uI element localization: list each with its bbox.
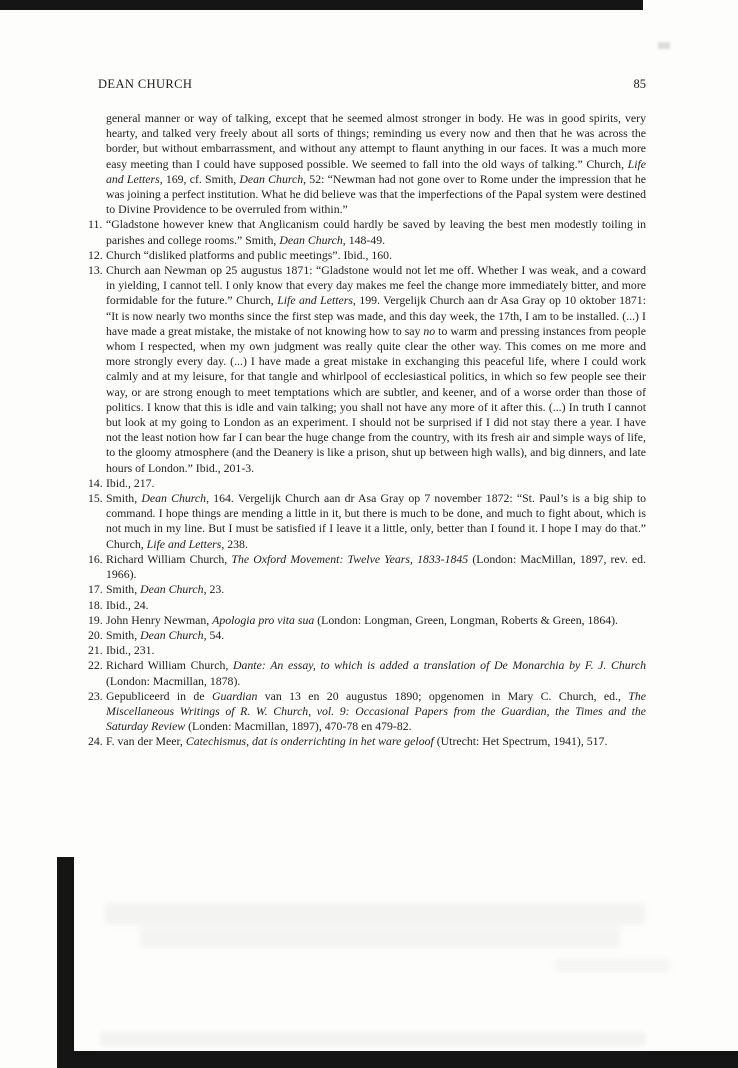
scan-artifact-bottom-bar (57, 1051, 738, 1068)
endnote-number: 11. (88, 217, 103, 232)
endnote-number (88, 111, 106, 217)
bleed-through-ghost-text (140, 928, 620, 948)
bleed-through-ghost-text (105, 903, 645, 925)
endnote-text: Ibid., 24. (106, 597, 149, 612)
endnote (88, 111, 646, 217)
endnote-number: 17. (88, 582, 103, 597)
endnote (88, 491, 646, 552)
endnote-text: Smith, Dean Church, 164. Vergelijk Church aan dr Asa Gray op 7 november 1872: “St. Paul’s is a big ship to command. I hope things are mending a little in it, but there is much to be done, and much to fight about, which is not much in my line. But I must be satisfied if I leave it a little, only, better than I found it. I hope I may do that.” Church, Life and Letters, 238. (106, 491, 646, 551)
endnote-text: Ibid., 217. (106, 475, 155, 490)
endnote-text: Smith, Dean Church, 23. (106, 582, 225, 597)
endnote-number: 23. (88, 688, 103, 703)
endnote-text: Richard William Church, Dante: An essay, to which is added a translation of De Monarchia by F. J. Church (London: Macmillan, 1878). (106, 658, 646, 688)
endnote-number: 20. (88, 627, 103, 642)
endnote (88, 598, 646, 613)
endnote-number: 19. (88, 612, 103, 627)
endnote-text: “Gladstone however knew that Anglicanism could hardly be saved by leaving the best men modestly toiling in parishes and college rooms.” Smith, Dean Church, 148-49. (106, 217, 646, 247)
endnote-number: 18. (88, 597, 103, 612)
endnote-number: 22. (88, 658, 103, 673)
endnote (88, 217, 646, 247)
endnote-text: Ibid., 231. (106, 643, 155, 658)
endnote (88, 476, 646, 491)
bleed-through-ghost-text (555, 958, 670, 972)
endnote-text: Church aan Newman op 25 augustus 1871: “Gladstone would not let me off. Whether I was weak, and a coward in yielding, I cannot tell. I only know that every day makes me feel the change more immediately bitter, and more formidable for the future.” Church, Life and Letters, 199. Vergelijk Church aan dr Asa Gray op 10 oktober 1871: “It is now nearly two months since the first step was made, and this day week, the 17th, I am to be installed. (...) I have made a great mistake, the mistake of not knowing how to say no to warm and pressing instances from people whom I respected, when my own judgment was really quite clear the other way. This comes on me more and more strongly every day. (...) I have made a great mistake in exchanging this peaceful life, where I could work calmly and at my leisure, for that tangle and whirlpool of ecclesiastical politics, in which so few people see their way, or are strong enough to meet temptations which are subtler, and keener, and of a worse order than those of politics. I know that this is idle and vain talking; you shall not have any more of it after this. (...) In truth I cannot but look at my going to London as an experiment. I should not be surprised if I did not stay there a year. I have not the least notion how far I can bear the huge change from the country, with its fresh air and simple ways of life, to the gloomy atmosphere (and the Deanery is like a prison, shut up between high walls), and big dinners, and late hours of London.” Ibid., 201-3. (106, 263, 647, 475)
endnote-text: Smith, Dean Church, 54. (106, 627, 225, 642)
endnote (88, 689, 646, 735)
endnote (88, 734, 646, 749)
scan-smudge (658, 42, 670, 49)
endnote-text: general manner or way of talking, except that he seemed almost stronger in body. He was in good spirits, very hearty, and talked very freely about all sorts of things; reminding us every now and then that he was across the border, but without embarrassment, and without any attempt to flaunt anything in our faces. It was a much more easy meeting than I could have supposed possible. We seemed to fall into the old ways of talking.” Church, Life and Letters, 169, cf. Smith, Dean Church, 52: “Newman had not gone over to Rome under the impression that he was joining a perfect institution. What he did believe was that the imperfections of the Papal system were destined to Divine Providence to be overruled from within.” (106, 111, 646, 217)
endnote-text: Gepubliceerd in de Guardian van 13 en 20 augustus 1890; opgenomen in Mary C. Church, ed., The Miscellaneous Writings of R. W. Church, vol. 9: Occasional Papers from the Guardian, the Times and the Saturday Review (Londen: Macmillan, 1897), 470-78 en 479-82. (106, 688, 646, 734)
endnotes-list (88, 111, 646, 750)
endnote-number: 12. (88, 247, 103, 262)
endnote-number: 13. (88, 263, 103, 278)
endnote-number: 16. (88, 551, 103, 566)
running-title: DEAN CHURCH (98, 77, 193, 91)
endnote-number: 15. (88, 491, 103, 506)
endnote-number: 14. (88, 475, 103, 490)
endnote-number: 21. (88, 643, 103, 658)
endnote (88, 248, 646, 263)
endnote-text: John Henry Newman, Apologia pro vita sua (London: Longman, Green, Longman, Roberts & Green, 1864). (106, 612, 618, 627)
endnote-text: Church “disliked platforms and public meetings”. Ibid., 160. (106, 247, 393, 262)
endnote (88, 613, 646, 628)
endnote (88, 658, 646, 688)
endnote (88, 582, 646, 597)
scan-artifact-left-edge (57, 857, 74, 1053)
endnote-text: Richard William Church, The Oxford Movement: Twelve Years, 1833-1845 (London: MacMillan, 1897, rev. ed. 1966). (106, 551, 646, 582)
bleed-through-ghost-text (100, 1032, 645, 1046)
endnote-number: 24. (88, 734, 103, 749)
endnote (88, 628, 646, 643)
page-header (98, 77, 646, 92)
scan-artifact-top-bar (0, 0, 643, 10)
endnote (88, 552, 646, 582)
endnote (88, 263, 646, 476)
endnote (88, 643, 646, 658)
page-number: 85 (633, 77, 646, 91)
endnote-text: F. van der Meer, Catechismus, dat is onderrichting in het ware geloof (Utrecht: Het Spectrum, 1941), 517. (106, 734, 608, 749)
